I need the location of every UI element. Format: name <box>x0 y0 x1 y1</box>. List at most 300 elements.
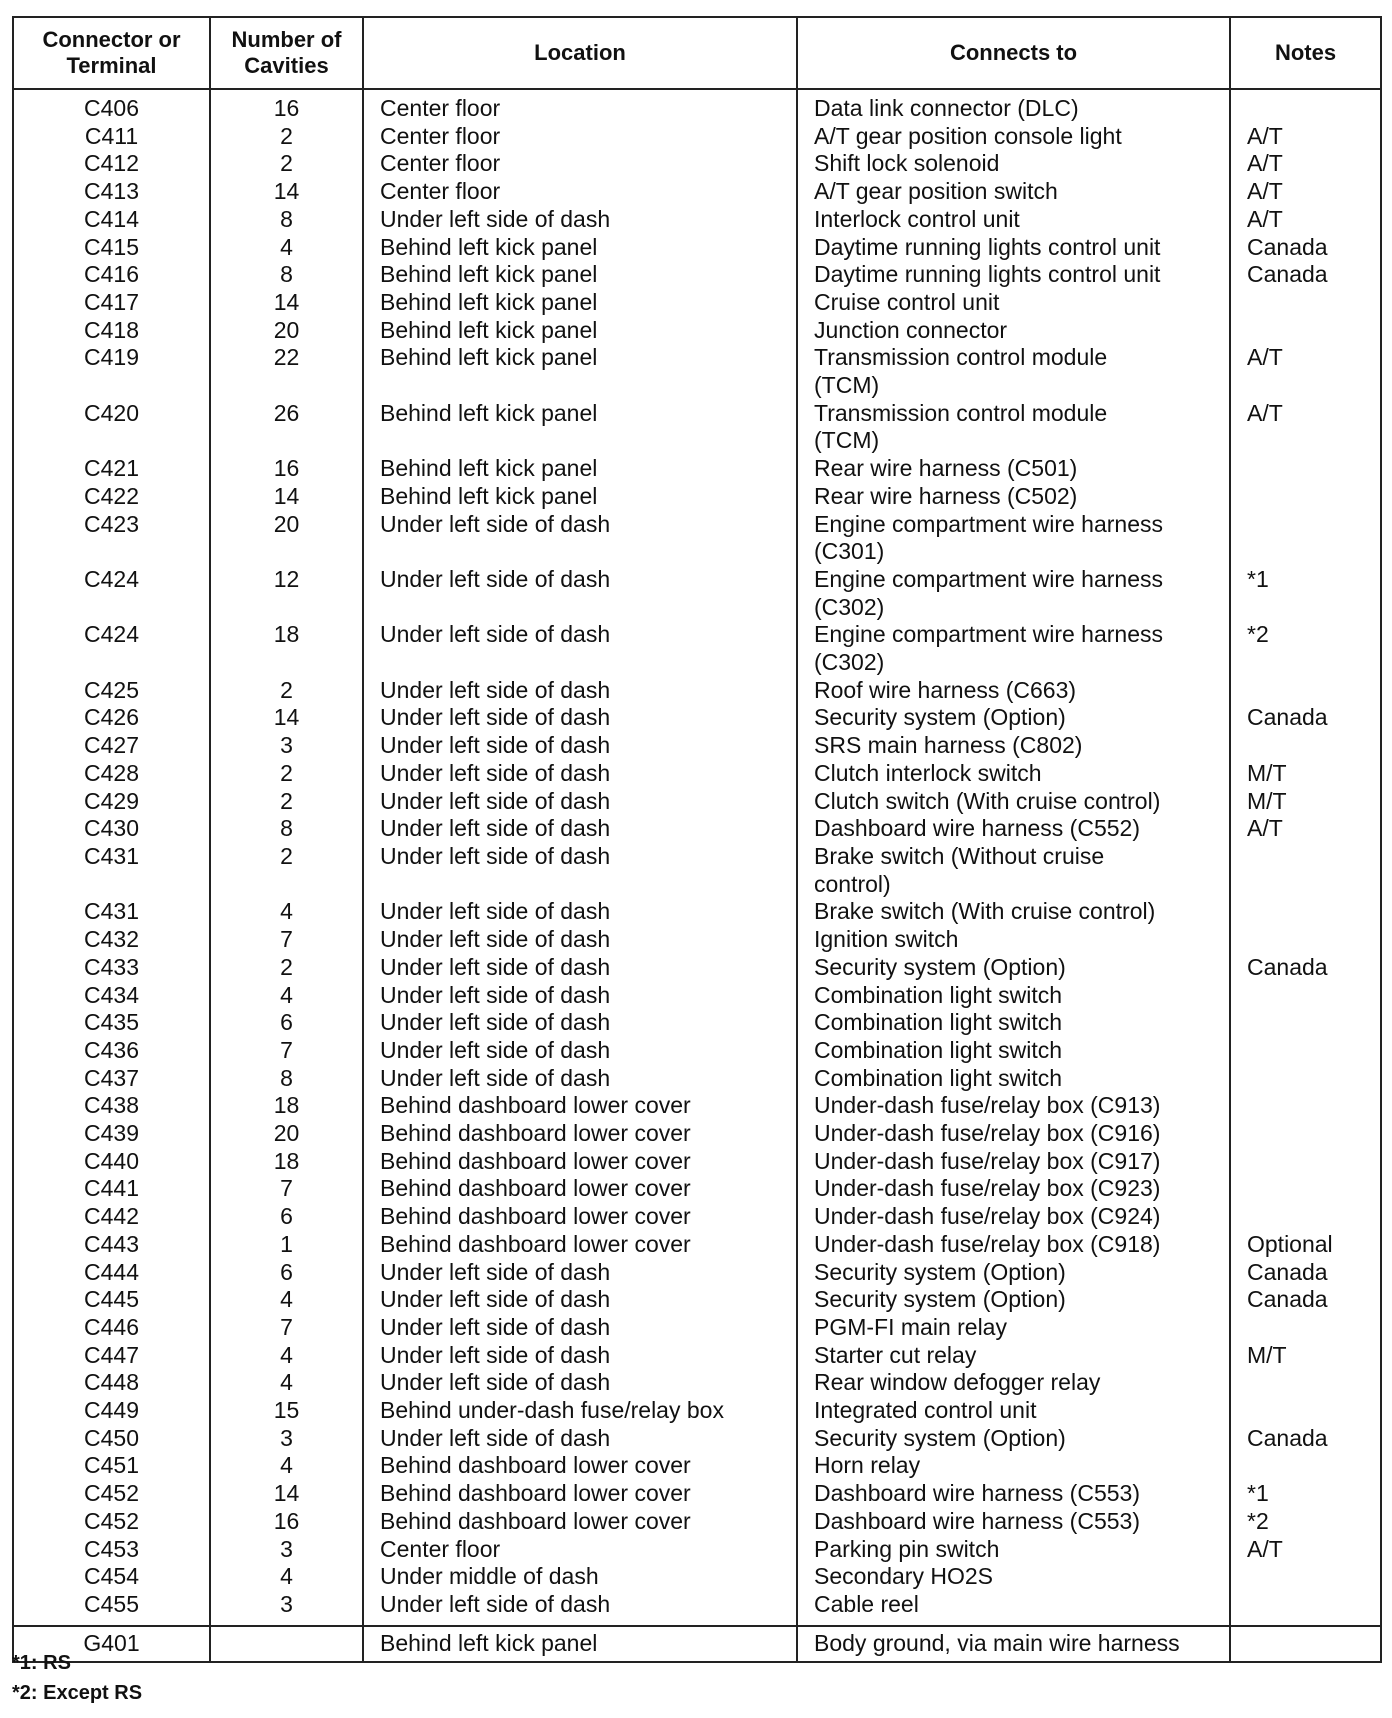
connector-id <box>13 982 210 1010</box>
location-text: Behind left kick panel <box>380 288 598 315</box>
table-row <box>13 1286 1381 1314</box>
connects-to <box>797 1065 1230 1093</box>
note <box>1230 455 1381 483</box>
connector-id <box>13 1286 210 1314</box>
cavity-count <box>210 621 363 676</box>
note <box>1230 1286 1381 1314</box>
note-text: Canada <box>1247 953 1328 980</box>
connector-id <box>13 1009 210 1037</box>
connects-to-text: Transmission control module <box>814 399 1108 426</box>
location-text: Behind dashboard lower cover <box>380 1230 691 1257</box>
location-text: Under left side of dash <box>380 787 611 814</box>
connects-to-text: Dashboard wire harness (C553) <box>814 1507 1140 1534</box>
location-text: Under left side of dash <box>380 926 611 953</box>
header-connects-to: Connects to <box>797 17 1230 89</box>
connects-to <box>797 1203 1230 1231</box>
connector-id <box>13 1480 210 1508</box>
table-row <box>13 1369 1381 1397</box>
cavity-count <box>210 1037 363 1065</box>
cavity-count <box>210 1480 363 1508</box>
connector-id-text: C416 <box>84 261 139 288</box>
note <box>1230 677 1381 705</box>
connects-to <box>797 1092 1230 1120</box>
location <box>363 843 797 898</box>
connector-id-text: C442 <box>84 1203 139 1230</box>
connects-to-text: Rear window defogger relay <box>814 1369 1101 1396</box>
location <box>363 732 797 760</box>
note <box>1230 234 1381 262</box>
cavity-count <box>210 1563 363 1591</box>
cavity-count-text: 3 <box>280 732 293 759</box>
location <box>363 289 797 317</box>
connector-id-text: C448 <box>84 1369 139 1396</box>
table-row <box>13 1314 1381 1342</box>
connects-to <box>797 511 1230 566</box>
cavity-count-text: 4 <box>280 1369 293 1396</box>
table-row <box>13 1092 1381 1120</box>
table-row <box>13 1009 1381 1037</box>
location <box>363 1175 797 1203</box>
connects-to-text: Security system (Option) <box>814 1286 1066 1313</box>
connects-to-text: A/T gear position switch <box>814 178 1058 205</box>
connector-id <box>13 1037 210 1065</box>
table-row <box>13 1480 1381 1508</box>
note <box>1230 1369 1381 1397</box>
connects-to-text: Engine compartment wire harness <box>814 621 1163 648</box>
cavity-count <box>210 1286 363 1314</box>
connects-to <box>797 1175 1230 1203</box>
table-row <box>13 704 1381 732</box>
connects-to-text: Rear wire harness (C501) <box>814 455 1078 482</box>
table-row <box>13 760 1381 788</box>
cavity-count <box>210 566 363 621</box>
table-row <box>13 1452 1381 1480</box>
connector-id-text: C440 <box>84 1147 139 1174</box>
connects-to <box>797 566 1230 621</box>
connector-id-text: C445 <box>84 1286 139 1313</box>
note-text: *2 <box>1247 1507 1269 1534</box>
connector-id-text: C414 <box>84 205 139 232</box>
cavity-count-text: 3 <box>280 1535 293 1562</box>
connects-to <box>797 843 1230 898</box>
connector-id-text: C411 <box>84 122 139 149</box>
header-connector: Connector or Terminal <box>13 17 210 89</box>
cavity-count <box>210 1175 363 1203</box>
note-text: A/T <box>1247 399 1283 426</box>
cavity-count <box>210 1397 363 1425</box>
note-text: A/T <box>1247 150 1283 177</box>
connector-id <box>13 1452 210 1480</box>
connects-to-text: Under-dash fuse/relay box (C923) <box>814 1175 1161 1202</box>
cavity-count-text: 6 <box>280 1009 293 1036</box>
table-row <box>13 178 1381 206</box>
connector-id-text: C432 <box>84 926 139 953</box>
cavity-count-text: 8 <box>280 205 293 232</box>
connects-to-text: Secondary HO2S <box>814 1563 993 1590</box>
connects-to <box>797 732 1230 760</box>
table-row <box>13 261 1381 289</box>
connector-id <box>13 234 210 262</box>
table-row <box>13 1536 1381 1564</box>
location <box>363 1563 797 1591</box>
note <box>1230 1009 1381 1037</box>
connects-to-text: Clutch interlock switch <box>814 759 1042 786</box>
note <box>1230 954 1381 982</box>
connector-id-text: C415 <box>84 233 139 260</box>
location-text: Under left side of dash <box>380 621 611 648</box>
location <box>363 677 797 705</box>
cavity-count <box>210 261 363 289</box>
cavity-count-text: 20 <box>273 510 300 537</box>
connector-id-text: C435 <box>84 1009 139 1036</box>
cavity-count-text: 16 <box>273 95 300 121</box>
location <box>363 123 797 151</box>
connects-to <box>797 1314 1230 1342</box>
connects-to-text: Security system (Option) <box>814 1258 1066 1285</box>
location-text: Under left side of dash <box>380 1424 611 1451</box>
location <box>363 1536 797 1564</box>
table-row <box>13 566 1381 621</box>
location-text: Under middle of dash <box>380 1563 599 1590</box>
location <box>363 1148 797 1176</box>
note-text: *1 <box>1247 565 1269 592</box>
connector-id-text: C452 <box>84 1480 139 1507</box>
connects-to-text: Daytime running lights control unit <box>814 233 1161 260</box>
cavity-count-text: 4 <box>280 1286 293 1313</box>
connects-to-text: Security system (Option) <box>814 1424 1066 1451</box>
connector-id <box>13 344 210 399</box>
connects-to <box>797 898 1230 926</box>
connector-id-text: C437 <box>84 1064 139 1091</box>
cavity-count-text: 14 <box>273 178 300 205</box>
connects-to <box>797 234 1230 262</box>
connects-to-text: Interlock control unit <box>814 205 1020 232</box>
note-text: A/T <box>1247 178 1283 205</box>
note <box>1230 1175 1381 1203</box>
note <box>1230 1480 1381 1508</box>
connects-to <box>797 261 1230 289</box>
connector-id-text: C427 <box>84 732 139 759</box>
connector-id <box>13 1314 210 1342</box>
location-text: Under left side of dash <box>380 759 611 786</box>
location <box>363 150 797 178</box>
note-text: Canada <box>1247 1286 1328 1313</box>
table-row <box>13 1563 1381 1591</box>
cavity-count-text: 22 <box>273 344 300 371</box>
connects-to-text: Brake switch (Without cruise <box>814 842 1105 869</box>
connector-id-text: C428 <box>84 759 139 786</box>
location-text: Under left side of dash <box>380 205 611 232</box>
location-text: Under left side of dash <box>380 1258 611 1285</box>
connects-to <box>797 1591 1230 1626</box>
connects-to-continued: control) <box>814 870 891 897</box>
connector-id <box>13 1148 210 1176</box>
table-row <box>13 982 1381 1010</box>
connects-to <box>797 1480 1230 1508</box>
connector-id-text: C419 <box>84 344 139 371</box>
note-text: Canada <box>1247 1424 1328 1451</box>
connector-id-text: C439 <box>84 1120 139 1147</box>
connector-id-text: C426 <box>84 704 139 731</box>
ground-cavities <box>210 1626 363 1662</box>
connects-to-text: Engine compartment wire harness <box>814 510 1163 537</box>
connects-to <box>797 89 1230 123</box>
note <box>1230 566 1381 621</box>
connects-to <box>797 1563 1230 1591</box>
cavity-count-text: 2 <box>280 842 293 869</box>
cavity-count-text: 18 <box>273 1147 300 1174</box>
cavity-count <box>210 677 363 705</box>
connects-to-text: Combination light switch <box>814 1009 1063 1036</box>
location <box>363 788 797 816</box>
connects-to-text: Cable reel <box>814 1590 919 1617</box>
ground-id: G401 <box>13 1626 210 1662</box>
cavity-count <box>210 760 363 788</box>
footnote-1: *1: RS <box>12 1652 71 1674</box>
location <box>363 1480 797 1508</box>
note <box>1230 1203 1381 1231</box>
location-text: Behind dashboard lower cover <box>380 1507 691 1534</box>
cavity-count-text: 3 <box>280 1424 293 1451</box>
table-row <box>13 317 1381 345</box>
location <box>363 926 797 954</box>
connector-id-text: C436 <box>84 1036 139 1063</box>
location-text: Center floor <box>380 1535 501 1562</box>
connector-id <box>13 760 210 788</box>
cavity-count-text: 4 <box>280 898 293 925</box>
cavity-count <box>210 1203 363 1231</box>
location <box>363 234 797 262</box>
connector-id <box>13 400 210 455</box>
connects-to <box>797 982 1230 1010</box>
note <box>1230 982 1381 1010</box>
note <box>1230 760 1381 788</box>
cavity-count <box>210 1259 363 1287</box>
location-text: Behind left kick panel <box>380 261 598 288</box>
connector-id <box>13 511 210 566</box>
connector-id <box>13 1065 210 1093</box>
cavity-count <box>210 206 363 234</box>
cavity-count <box>210 815 363 843</box>
connects-to-continued: (C302) <box>814 593 885 620</box>
note-text: *1 <box>1247 1480 1269 1507</box>
note-text: M/T <box>1247 787 1287 814</box>
note <box>1230 1231 1381 1259</box>
note <box>1230 704 1381 732</box>
connects-to <box>797 954 1230 982</box>
cavity-count <box>210 1591 363 1626</box>
note <box>1230 1452 1381 1480</box>
location-text: Under left side of dash <box>380 565 611 592</box>
location-text: Behind dashboard lower cover <box>380 1480 691 1507</box>
note <box>1230 1259 1381 1287</box>
location-text: Under left side of dash <box>380 510 611 537</box>
connector-id-text: C452 <box>84 1507 139 1534</box>
location <box>363 89 797 123</box>
location-text: Center floor <box>380 122 501 149</box>
ground-notes <box>1230 1626 1381 1662</box>
connects-to-text: Roof wire harness (C663) <box>814 676 1077 703</box>
connector-id <box>13 317 210 345</box>
cavity-count <box>210 732 363 760</box>
connector-id <box>13 704 210 732</box>
table-row <box>13 621 1381 676</box>
location-text: Behind dashboard lower cover <box>380 1092 691 1119</box>
cavity-count-text: 16 <box>273 455 300 482</box>
location <box>363 1342 797 1370</box>
connector-id <box>13 1231 210 1259</box>
location-text: Behind dashboard lower cover <box>380 1452 691 1479</box>
cavity-count-text: 2 <box>280 676 293 703</box>
ground-section <box>13 1626 1381 1662</box>
cavity-count-text: 4 <box>280 233 293 260</box>
connects-to <box>797 1286 1230 1314</box>
connector-id-text: C431 <box>84 842 139 869</box>
table-row <box>13 1120 1381 1148</box>
cavity-count-text: 6 <box>280 1203 293 1230</box>
cavity-count <box>210 1425 363 1453</box>
table-body <box>13 89 1381 1626</box>
location <box>363 455 797 483</box>
location <box>363 400 797 455</box>
connector-id <box>13 1536 210 1564</box>
cavity-count <box>210 1452 363 1480</box>
table-row <box>13 123 1381 151</box>
connector-id <box>13 150 210 178</box>
table-row <box>13 511 1381 566</box>
connects-to-continued: (TCM) <box>814 372 880 399</box>
cavity-count <box>210 1369 363 1397</box>
table-row <box>13 1231 1381 1259</box>
cavity-count <box>210 178 363 206</box>
connector-id-text: C444 <box>84 1258 139 1285</box>
cavity-count <box>210 1092 363 1120</box>
connects-to-text: Brake switch (With cruise control) <box>814 898 1156 925</box>
cavity-count <box>210 1314 363 1342</box>
location <box>363 206 797 234</box>
connects-to-text: Shift lock solenoid <box>814 150 1000 177</box>
location-text: Center floor <box>380 178 501 205</box>
location-text: Under left side of dash <box>380 1064 611 1091</box>
note <box>1230 289 1381 317</box>
connects-to-text: Under-dash fuse/relay box (C916) <box>814 1120 1161 1147</box>
cavity-count-text: 14 <box>273 482 300 509</box>
connector-id-text: C423 <box>84 510 139 537</box>
location-text: Behind dashboard lower cover <box>380 1147 691 1174</box>
table-row <box>13 815 1381 843</box>
note <box>1230 123 1381 151</box>
location <box>363 1231 797 1259</box>
location <box>363 1314 797 1342</box>
header-notes: Notes <box>1230 17 1381 89</box>
location-text: Under left side of dash <box>380 676 611 703</box>
cavity-count-text: 7 <box>280 1313 293 1340</box>
connects-to <box>797 455 1230 483</box>
cavity-count-text: 4 <box>280 1452 293 1479</box>
connects-to <box>797 1508 1230 1536</box>
connects-to-text: Junction connector <box>814 316 1008 343</box>
table-row <box>13 206 1381 234</box>
table-row <box>13 344 1381 399</box>
location <box>363 760 797 788</box>
connects-to-text: Parking pin switch <box>814 1535 1000 1562</box>
connector-id-text: C418 <box>84 316 139 343</box>
connects-to-text: Combination light switch <box>814 1064 1063 1091</box>
location <box>363 898 797 926</box>
note-text: Canada <box>1247 233 1328 260</box>
connector-id-text: C433 <box>84 953 139 980</box>
table-row <box>13 289 1381 317</box>
location-text: Under left side of dash <box>380 842 611 869</box>
note <box>1230 1425 1381 1453</box>
cavity-count <box>210 704 363 732</box>
connector-id-text: C406 <box>84 95 139 121</box>
cavity-count-text: 6 <box>280 1258 293 1285</box>
location-text: Behind left kick panel <box>380 399 598 426</box>
connects-to-continued: (C302) <box>814 649 885 676</box>
connector-id <box>13 926 210 954</box>
cavity-count <box>210 1065 363 1093</box>
table-row <box>13 1342 1381 1370</box>
cavity-count <box>210 1009 363 1037</box>
cavity-count-text: 16 <box>273 1507 300 1534</box>
note <box>1230 1508 1381 1536</box>
connects-to <box>797 289 1230 317</box>
table-row <box>13 1148 1381 1176</box>
location <box>363 344 797 399</box>
connector-id <box>13 898 210 926</box>
location-text: Behind dashboard lower cover <box>380 1120 691 1147</box>
table-row <box>13 1037 1381 1065</box>
location-text: Behind left kick panel <box>380 316 598 343</box>
table-row <box>13 677 1381 705</box>
cavity-count <box>210 1342 363 1370</box>
connector-id-text: C431 <box>84 898 139 925</box>
cavity-count <box>210 843 363 898</box>
connects-to-text: Security system (Option) <box>814 704 1066 731</box>
cavity-count-text: 3 <box>280 1590 293 1617</box>
ground-location: Behind left kick panel <box>363 1626 797 1662</box>
connector-id <box>13 677 210 705</box>
location <box>363 1009 797 1037</box>
connector-id <box>13 788 210 816</box>
note-text: M/T <box>1247 759 1287 786</box>
connects-to-text: Engine compartment wire harness <box>814 565 1163 592</box>
connects-to-text: Integrated control unit <box>814 1397 1037 1424</box>
cavity-count-text: 14 <box>273 1480 300 1507</box>
location <box>363 815 797 843</box>
cavity-count-text: 14 <box>273 704 300 731</box>
location <box>363 954 797 982</box>
cavity-count-text: 14 <box>273 288 300 315</box>
table-row <box>13 926 1381 954</box>
cavity-count <box>210 344 363 399</box>
connector-id <box>13 1563 210 1591</box>
connects-to <box>797 1397 1230 1425</box>
connector-id-text: C451 <box>84 1452 139 1479</box>
connects-to <box>797 621 1230 676</box>
location-text: Under left side of dash <box>380 898 611 925</box>
note <box>1230 344 1381 399</box>
cavity-count-text: 4 <box>280 1341 293 1368</box>
connects-to-text: Dashboard wire harness (C553) <box>814 1480 1140 1507</box>
location <box>363 1425 797 1453</box>
cavity-count-text: 12 <box>273 565 300 592</box>
connector-id-text: C412 <box>84 150 139 177</box>
location-text: Under left side of dash <box>380 1036 611 1063</box>
cavity-count <box>210 289 363 317</box>
connects-to-text: SRS main harness (C802) <box>814 732 1083 759</box>
